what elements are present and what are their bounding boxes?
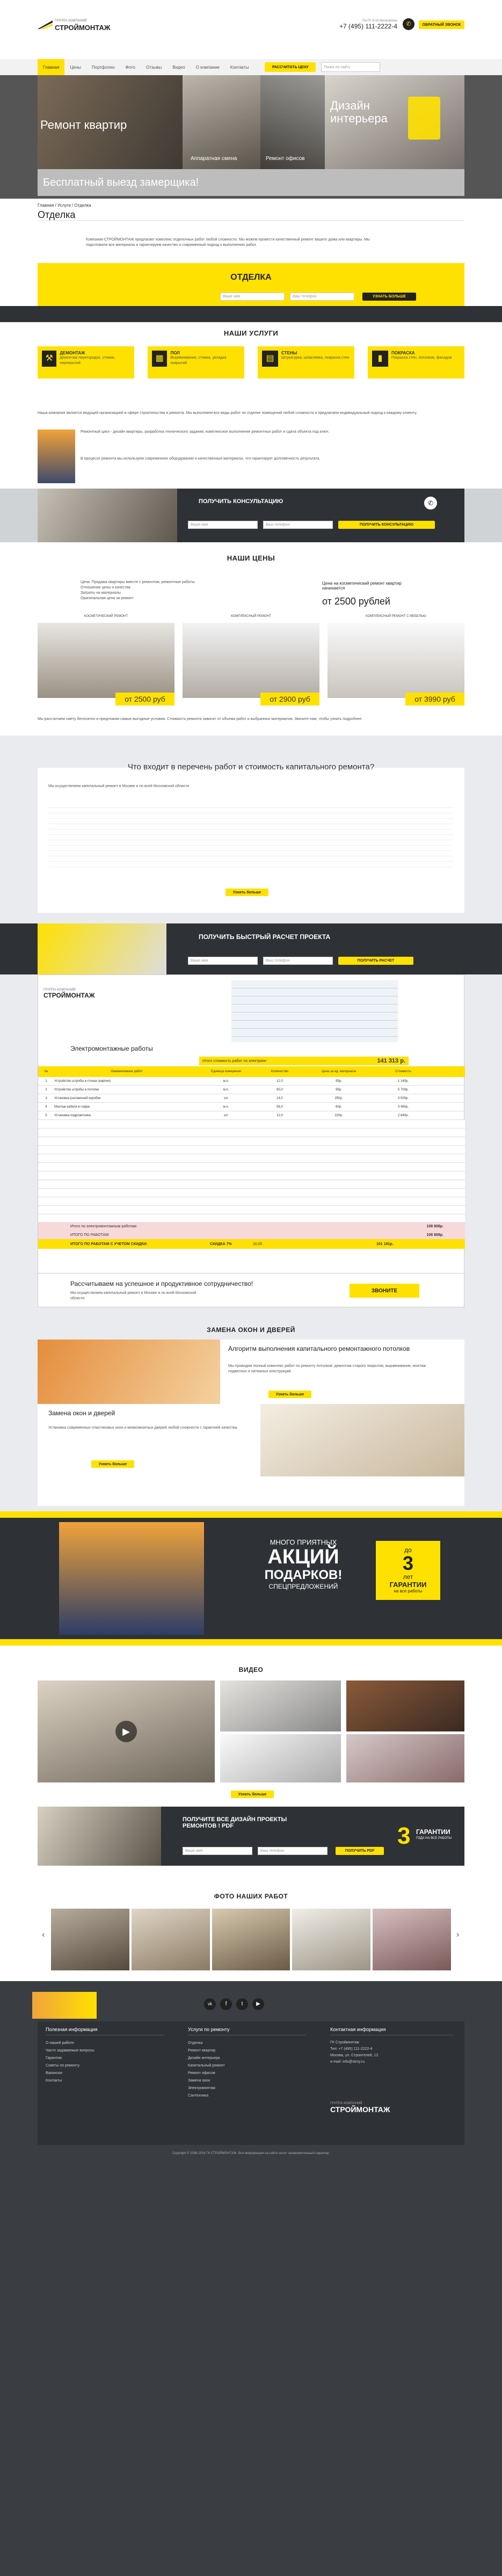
services-title: НАШИ УСЛУГИ — [223, 329, 279, 337]
promo-l2: АКЦИЙ — [267, 1546, 339, 1568]
promo-years: лет — [403, 1573, 413, 1581]
footer-link[interactable]: Вакансии — [46, 2071, 62, 2075]
promo-do: до — [404, 1546, 412, 1554]
service-name: ДЕМОНТАЖ — [60, 351, 85, 355]
nav-item-video[interactable]: Видео — [172, 64, 185, 70]
design-photo — [38, 1807, 161, 1866]
service-text: Покраска стен, потолков, фасадов — [391, 356, 452, 360]
prices-note: Мы рассчитаем смету бесплатно и предложим самые выгодные условия. Стоимость ремонта зависит от объема работ и выбранных материалов. Звоните нам, чтобы узнать подробнее. — [38, 717, 363, 721]
footer-col2-title: Услуги по ремонту — [188, 2027, 306, 2035]
form-otdelka-name[interactable]: Ваше имя — [220, 293, 285, 301]
video-title: ВИДЕО — [238, 1666, 264, 1673]
header-inner — [38, 15, 464, 37]
photos-title: ФОТО НАШИХ РАБОТ — [214, 1893, 288, 1900]
price-promo: Цена на косметический ремонт квартир начинается — [322, 581, 402, 591]
table-row: 2 Устройство штробы в потолке м.п. 60,0 95р. 5 700р. — [38, 1086, 465, 1094]
youtube-icon[interactable]: ▶ — [252, 1998, 264, 2010]
paint-roller-icon: ▮ — [372, 351, 388, 367]
sum-row-1: Итого по электромонтажным работам: 108 808р. — [38, 1222, 465, 1231]
social-links — [204, 1998, 264, 2010]
about — [0, 408, 502, 489]
estimate-total-bar — [199, 1057, 409, 1065]
estimate-rows — [38, 1077, 465, 1249]
included-text — [48, 803, 454, 867]
footer-link[interactable]: Замена окон — [188, 2079, 210, 2083]
cta-title: Рассчитываем на успешное и продуктивное сотрудничество! — [70, 1280, 253, 1287]
logo-text: СТРОЙМОНТАЖ — [55, 24, 111, 32]
col-header: Цена за ед. материала — [321, 1070, 357, 1073]
promo — [0, 1511, 502, 1646]
footer — [0, 1981, 502, 2576]
footer-link[interactable]: Ремонт квартир — [188, 2049, 216, 2053]
logo-text: СТРОЙМОНТАЖ — [43, 992, 95, 999]
design-title: ПОЛУЧИТЕ ВСЕ ДИЗАЙН ПРОЕКТЫ РЕМОНТОВ ! PDF — [183, 1816, 287, 1829]
chevron-right-icon[interactable]: › — [456, 1930, 460, 1939]
photo-gallery — [51, 1909, 451, 1970]
service-name: СТЕНЫ — [281, 351, 297, 355]
service-name: ПОКРАСКА — [391, 351, 415, 355]
estimate-header-table — [231, 980, 398, 1042]
price-card-photo — [328, 623, 464, 698]
design-years: ГОДА НА ВСЕ РАБОТЫ — [416, 1837, 452, 1840]
service-text: Штукатурка, шпаклевка, покраска стен — [281, 356, 350, 360]
hammer-icon: ⚒ — [42, 351, 56, 367]
nav-item-home[interactable]: Главная — [38, 59, 64, 75]
hero — [0, 75, 502, 199]
table-row: 1 Устройство штробы в стенах (кирпич) м.п. 12,0 95р. 1 140р. — [38, 1077, 465, 1086]
windows-t2: Установка современных пластиковых окон и межкомнатных дверей любой сложности с гарантией качества. — [48, 1426, 238, 1430]
price-card-label: КОМПЛЕКСНЫЙ РЕМОНТ — [231, 615, 271, 618]
design-section — [0, 1807, 502, 1887]
promo-l3: ПОДАРКОВ! — [264, 1568, 343, 1582]
included-title: Что входит в перечень работ и стоимость капитального ремонта? — [127, 762, 375, 772]
estimate-logo — [43, 988, 95, 999]
price-card-label: КОСМЕТИЧЕСКИЙ РЕМОНТ — [84, 615, 128, 618]
price-cards — [38, 615, 464, 711]
hero-mid2-caption[interactable]: Ремонт офисов — [266, 156, 305, 162]
footer-link[interactable]: Отделка — [188, 2041, 203, 2045]
hero-mid2-photo — [260, 75, 325, 169]
price-line: Оригинальная цена за ремонт — [81, 596, 134, 600]
tool-image — [408, 97, 440, 140]
estimate-total-value: 141 313 р. — [377, 1058, 405, 1064]
header — [0, 0, 502, 59]
facebook-icon[interactable]: f — [220, 1998, 232, 2010]
logo-icon — [38, 19, 53, 30]
consult-name[interactable]: Ваше имя — [188, 521, 258, 529]
included-box — [38, 762, 464, 913]
divider — [38, 1273, 465, 1274]
footer-link[interactable]: Гарантия — [46, 2056, 62, 2060]
gallery-photo[interactable] — [212, 1909, 290, 1970]
price-card-label: КОМПЛЕКСНЫЙ РЕМОНТ С МЕБЕЛЬЮ — [366, 615, 426, 618]
gallery-photo[interactable] — [373, 1909, 451, 1970]
table-row: 4 Монтаж кабеля в гофре м.п. 58,0 60р. 3 480р. — [38, 1103, 465, 1111]
search-input[interactable]: Поиск по сайту — [321, 62, 380, 72]
estimate-columns — [38, 1066, 465, 1077]
video-thumb[interactable] — [346, 1734, 464, 1782]
video — [0, 1646, 502, 1807]
twitter-icon[interactable]: t — [236, 1998, 248, 2010]
nav-calc-button[interactable]: РАССЧИТАТЬ ЦЕНУ — [265, 62, 316, 72]
promo-l1: МНОГО ПРИЯТНЫХ — [270, 1538, 337, 1546]
copyright: Copyright © 2006-2016 ГК СТРОЙМОНТАЖ. Вся информация на сайте носит ознакомительный характер. — [172, 2152, 330, 2155]
service-walls[interactable] — [258, 346, 354, 379]
cta-button[interactable]: ЗВОНИТЕ — [350, 1284, 419, 1298]
nav-item-portfolio[interactable]: Портфолио — [92, 64, 115, 70]
form-otdelka-title: ОТДЕЛКА — [230, 273, 272, 282]
form-otdelka — [38, 263, 464, 306]
windows-b1[interactable]: Узнать больше — [268, 1391, 311, 1398]
windows-a2: Замена окон и дверей — [48, 1409, 115, 1417]
footer-logo — [330, 2102, 390, 2114]
hero-bottom-banner[interactable]: Бесплатный выезд замерщика! — [38, 169, 464, 196]
estimate-total-label: Итого стоимость работ по электрике: — [202, 1059, 267, 1063]
estimate — [0, 974, 502, 1313]
promo-all: на все работы — [394, 1589, 423, 1593]
phone[interactable]: +7 (495) 111-2222-4 — [339, 23, 397, 30]
video-thumb[interactable] — [346, 1680, 464, 1731]
price-card[interactable] — [38, 615, 174, 711]
design-gar: ГАРАНТИИ — [416, 1828, 450, 1836]
footer-link[interactable]: Советы по ремонту — [46, 2064, 80, 2068]
logo-small: ГРУППА КОМПАНИЙ — [43, 988, 76, 992]
consult-phone[interactable]: Ваш телефон — [263, 521, 333, 529]
price-promo-value: от 2500 рублей — [322, 596, 390, 607]
video-button[interactable]: Узнать больше — [231, 1791, 274, 1798]
about-p3: В процессе ремонта мы используем современное оборудование и качественные материалы, что гарантирует долговечность результата. — [81, 457, 321, 461]
windows-title: ЗАМЕНА ОКОН И ДВЕРЕЙ — [207, 1326, 295, 1334]
nav-item-photo[interactable]: Фото — [125, 64, 135, 70]
phone-icon: ✆ — [424, 497, 437, 510]
price-line: Отношение цены и качества — [81, 586, 130, 590]
page-title: Отделка — [38, 209, 76, 220]
hero-mid-photo — [183, 75, 260, 169]
price-card-price: от 3990 руб — [405, 693, 464, 705]
about-p2: Ремонтный цикл - дизайн квартиры, разработка технического задания, комплексное выполнение ремонтных работ и сдача объекта под ключ. — [81, 430, 330, 434]
nav-item-reviews[interactable]: Отзывы — [145, 64, 162, 70]
table-row: 5 Установка подрозетника шт 12,0 220р. 2 640р. — [38, 1111, 465, 1120]
footer-col3-title: Контактная информация — [330, 2027, 454, 2035]
promo-bottom-stripe — [0, 1639, 502, 1646]
intro-text: Компания СТРОЙМОНТАЖ предлагает комплекс отделочных работ любой сложности. Мы можем провести качественный ремонт вашего дома или квартиры. Мы подготовили все материалы и гарантируем качество и современный подход к выполнению работ. — [86, 238, 370, 247]
calc-title: ПОЛУЧИТЬ БЫСТРЫЙ РАСЧЕТ ПРОЕКТА — [199, 933, 331, 941]
footer-col1-title: Полезная информация — [46, 2027, 164, 2035]
footer-contact: ГК Строймонтаж — [330, 2041, 360, 2044]
windows-a1: Алгоритм выполнения капитального ремонтажного потолков — [228, 1345, 410, 1352]
design-big: 3 — [397, 1823, 411, 1849]
price-card-price: от 2500 руб — [115, 693, 174, 705]
price-card-price: от 2900 руб — [260, 693, 319, 705]
ceiling-photo — [38, 1340, 220, 1404]
price-card[interactable] — [328, 615, 464, 711]
hero-left-title[interactable]: Ремонт квартир — [40, 118, 127, 132]
service-demolition[interactable] — [38, 346, 134, 379]
promo-l4: СПЕЦПРЕДЛОЖЕНИЙ — [268, 1583, 338, 1590]
photos — [0, 1887, 502, 1981]
video-thumb[interactable] — [220, 1734, 341, 1782]
nav-item-about[interactable]: О компании — [195, 64, 220, 70]
sum-row-2: ИТОГО ПО РАБОТАМ: 108 808р. — [38, 1231, 465, 1239]
worker-photo — [38, 430, 75, 483]
hero-mid-caption[interactable]: Аппаратная смена — [191, 156, 237, 162]
col-header: Количество — [271, 1070, 289, 1073]
consult-title: ПОЛУЧИТЬ КОНСУЛЬТАЦИЮ — [199, 498, 283, 505]
design-button[interactable]: ПОЛУЧИТЬ PDF — [336, 1847, 384, 1855]
estimate-sheet — [38, 974, 464, 1307]
breadcrumb[interactable]: Главная / Услуги / Отделка — [38, 203, 91, 208]
chevron-left-icon[interactable]: ‹ — [42, 1930, 45, 1939]
included — [0, 736, 502, 923]
col-header: Единица измерения — [210, 1070, 242, 1073]
consult-photo — [38, 489, 177, 542]
footer-link[interactable]: Капитальный ремонт — [188, 2064, 225, 2068]
about-p1: Наша компания является ведущей организацией в сфере строительства и ремонта. Мы выполняем все виды работ по отделке помещений любой сложности и предлагаем индивидуальный подход к каждому клиенту. — [38, 411, 418, 415]
phone-icon: ✆ — [403, 18, 414, 30]
service-floor[interactable] — [148, 346, 244, 379]
form-otdelka-button[interactable]: УЗНАТЬ БОЛЬШЕ — [362, 293, 416, 301]
calculator-photo — [38, 923, 166, 974]
nav-item-contacts[interactable]: Контакты — [230, 64, 249, 70]
footer-contact: e-mail: info@stroy.ru — [330, 2060, 365, 2064]
play-icon[interactable]: ▶ — [115, 1721, 137, 1742]
service-name: ПОЛ — [170, 351, 180, 355]
nav-menu — [38, 59, 464, 75]
footer-link[interactable]: Часто задаваемые вопросы — [46, 2049, 94, 2053]
included-button[interactable]: Узнать больше — [225, 889, 268, 896]
form-otdelka-phone[interactable]: Ваш телефон — [290, 293, 354, 301]
windows-photo — [260, 1404, 464, 1476]
workers-photo — [59, 1522, 204, 1635]
col-header: Стоимость — [395, 1070, 412, 1073]
calc-name[interactable]: Ваше имя — [188, 957, 258, 965]
footer-contact: Тел: +7 (495) 111-2222-4 — [330, 2047, 373, 2051]
footer-link[interactable]: Ремонт офисов — [188, 2071, 215, 2075]
footer-link[interactable]: Контакты — [46, 2079, 62, 2083]
gallery-photo[interactable] — [51, 1909, 129, 1970]
table-row: 3 Установка распаечной коробки шт 14,0 250р. 3 500р. — [38, 1094, 465, 1103]
empty-rows — [38, 1120, 465, 1222]
promo-num: 3 — [402, 1552, 414, 1574]
service-text: Выравнивание, стяжка, укладка покрытий — [170, 356, 227, 365]
prices — [0, 542, 502, 736]
footer-link[interactable]: О нашей работе — [46, 2041, 75, 2045]
services-list — [38, 346, 464, 379]
price-card[interactable] — [183, 615, 319, 711]
cta-sub: Мы осуществляем капитальный ремонт в Москве и по всей Московской области — [70, 1291, 197, 1300]
prices-title: НАШИ ЦЕНЫ — [227, 554, 275, 562]
included-sub: Мы осуществляем капитальный ремонт в Москве и по всей Московской области — [48, 784, 190, 788]
service-paint[interactable] — [368, 346, 464, 379]
design-name[interactable]: Ваше имя — [183, 1847, 252, 1855]
calc-form — [0, 923, 502, 974]
gallery-photo[interactable] — [132, 1909, 210, 1970]
estimate-title: Электромонтажные работы — [70, 1045, 153, 1052]
logo-small: ГРУППА КОМПАНИЙ — [330, 2102, 362, 2105]
price-card-photo — [38, 623, 174, 698]
content-top — [0, 199, 502, 408]
promo-top-stripe — [0, 1511, 502, 1518]
work-hours: Пн-Пт 9-18 Московское — [362, 19, 397, 23]
footer-contact: Москва, ул. Строителей, 12 — [330, 2054, 379, 2057]
footer-link[interactable]: Дизайн интерьера — [188, 2056, 220, 2060]
consult-section — [0, 489, 502, 542]
divider — [38, 220, 464, 221]
floor-icon: ▦ — [152, 351, 167, 367]
calc-phone[interactable]: Ваш телефон — [263, 957, 333, 965]
footer-columns — [38, 2021, 464, 2145]
callback-button[interactable]: ОБРАТНЫЙ ЗВОНОК — [419, 20, 464, 29]
vk-icon[interactable]: vk — [204, 1998, 216, 2010]
video-thumb[interactable] — [220, 1680, 341, 1731]
sum-row-3: ИТОГО ПО РАБОТАМ С УЧЕТОМ СКИДКИ: СКИДКА 7% 10,00 101 191р. — [38, 1239, 465, 1249]
calc-button[interactable]: ПОЛУЧИТЬ РАСЧЕТ — [338, 957, 413, 965]
price-line: Затраты на материалы — [81, 591, 121, 595]
service-text: Демонтаж перегородок, стяжки, перекрытий — [60, 356, 115, 365]
logo-small: ГРУППА КОМПАНИЙ — [55, 19, 87, 23]
logo-text: СТРОЙМОНТАЖ — [330, 2105, 390, 2114]
nav-item-prices[interactable]: Цены — [70, 64, 81, 70]
consult-box — [38, 489, 464, 542]
windows — [0, 1313, 502, 1511]
promo-gar: ГАРАНТИИ — [389, 1581, 427, 1589]
windows-t1: Мы проводим полный комплекс работ по ремонту потолков: демонтаж старого покрытия, выравнивание, монтаж подвесных и натяжных конструкций. — [228, 1364, 426, 1373]
price-line: Цена: Продажа квартиры вместе с ремонтом, ремонтные работы — [81, 580, 195, 584]
consult-button[interactable]: ПОЛУЧИТЬ КОНСУЛЬТАЦИЮ — [338, 521, 435, 529]
col-header: № — [44, 1070, 48, 1073]
footer-worker-photo — [32, 1992, 97, 2019]
wall-icon: ▤ — [262, 351, 278, 367]
logo[interactable] — [38, 15, 113, 37]
design-phone[interactable]: Ваш телефон — [258, 1847, 328, 1855]
hero-right-title[interactable]: Дизайн интерьера — [330, 99, 388, 125]
gallery-photo[interactable] — [292, 1909, 370, 1970]
col-header: Наименование работ — [111, 1070, 143, 1073]
footer-link[interactable]: Сантехника — [188, 2094, 209, 2098]
services-title-bar — [0, 306, 502, 322]
nav-bar — [0, 59, 502, 75]
footer-link[interactable]: Электромонтаж — [188, 2086, 216, 2090]
windows-b2[interactable]: Узнать больше — [91, 1460, 134, 1468]
price-card-photo — [183, 623, 319, 698]
